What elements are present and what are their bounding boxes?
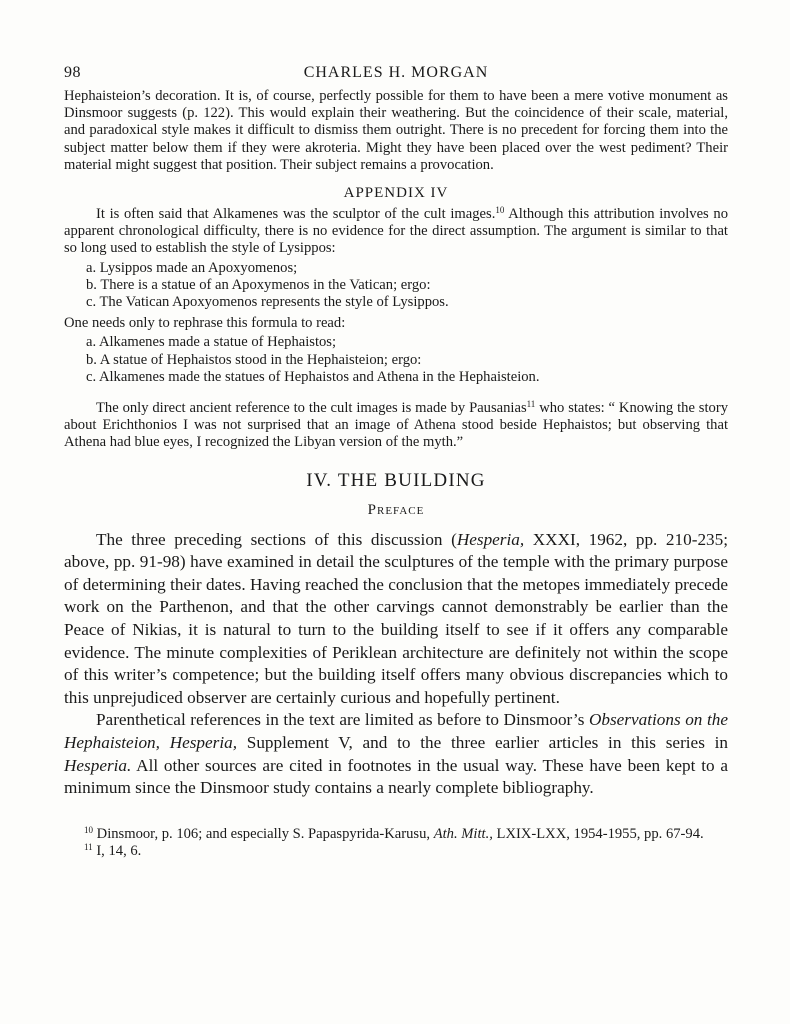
text-run: I, 14, 6.	[92, 843, 142, 860]
page	[64, 64, 728, 861]
appendix-title: APPENDIX IV	[343, 185, 449, 202]
journal-title: Ath. Mitt.,	[433, 825, 493, 842]
work-title: Observations on the Hephaisteion, Hesperia,	[64, 710, 728, 752]
text-run: Dinsmoor, p. 106; and especially S. Papaspyrida-Karusu,	[93, 825, 434, 842]
text-run: Supplement V, and to the three earlier articles in this series in	[237, 733, 728, 752]
footnote-number: 11	[84, 842, 93, 853]
page-number: 98	[64, 64, 81, 81]
preface-title: Preface	[367, 501, 425, 518]
appendix-paragraph-1	[64, 206, 728, 258]
intro-paragraph: Hephaisteion’s decoration. It is, of course, perfectly possible for them to have been a mere votive monument as Dinsmoor suggests (p. 122). This would explain their weathering. But the coincidence of their scale, material, and paradoxical style makes it difficult to dismiss them outright. There is no precedent for forcing them into the subject matter below them if they were akroteria. Might they have been placed over the west pediment? Their material might suggest that position. Their subject remains a provocation.	[64, 88, 728, 173]
footnote-ref-11: 11	[526, 399, 536, 410]
list-item: c. Alkamenes made the statues of Hephaistos and Athena in the Hephaisteion.	[86, 368, 540, 385]
footnote-11	[64, 843, 728, 861]
preface-body	[64, 529, 728, 800]
intro-block	[64, 88, 728, 174]
list-item: a. Alkamenes made a statue of Hephaistos;	[86, 334, 337, 351]
alkamenes-list	[64, 334, 728, 386]
appendix-p1-text: It is often said that Alkamenes was the sculptor of the cult images.	[96, 206, 496, 223]
appendix-paragraph-2	[64, 400, 728, 452]
text-run: All other sources are cited in footnotes in the usual way. These have been kept to a minimum since the Dinsmoor study contains a nearly complete bibliography.	[64, 755, 728, 798]
preface-paragraph-1	[64, 529, 728, 710]
list-item: b. There is a statue of an Apoxymenos in the Vatican; ergo:	[86, 276, 431, 293]
list-item: b. A statue of Hephaistos stood in the Hephaisteion; ergo:	[86, 351, 422, 368]
list-item: c. The Vatican Apoxyomenos represents the style of Lysippos.	[86, 294, 449, 311]
page-header	[64, 64, 728, 88]
footnote-ref-10: 10	[495, 205, 505, 216]
footnote-10	[64, 826, 728, 844]
appendix-p2-text: The only direct ancient reference to the cult images is made by Pausanias	[96, 400, 527, 417]
list-item: a. Lysippos made an Apoxyomenos;	[86, 259, 298, 276]
text-run: The three preceding sections of this discussion (	[96, 529, 457, 549]
preface-paragraph-2	[64, 709, 728, 799]
lysippos-list	[64, 260, 728, 312]
running-title: CHARLES H. MORGAN	[303, 64, 489, 81]
footnote-number: 10	[84, 824, 93, 835]
part-title: IV. THE BUILDING	[306, 469, 486, 491]
text-run: LXIX-LXX, 1954-1955, pp. 67-94.	[492, 825, 704, 842]
appendix-p2-rest: who states: “ Knowing the story about Erichthonios I was not surprised that an image of Athena stood beside Hephaistos; but observing that Athena had blue eyes, I recognized the Libyan version of the myth.”	[64, 400, 728, 451]
appendix-body	[64, 206, 728, 452]
text-run: Parenthetical references in the text are limited as before to Dinsmoor’s	[96, 710, 589, 730]
text-run: XXXI, 1962, pp. 210-235; above, pp. 91-98) have examined in detail the sculptures of the temple with the primary purpose of determining their dates. Having reached the conclusion that the metopes immediately precede work on the Parthenon, and that the other carvings cannot demonstrably be earlier than the Peace of Nikias, it is natural to turn to the building itself to see if it offers any comparable evidence. The minute complexities of Periklean architecture are definitely not within the scope of this writer’s competence; but the building itself offers many obvious discrepancies which to this unprejudiced observer are certainly curious and hopefully pertinent.	[64, 529, 728, 707]
footnotes	[64, 826, 728, 861]
appendix-p1-rest: Although this attribution involves no apparent chronological difficulty, there is no evidence for the direct assumption. The argument is similar to that so long used to establish the style of Lysippos:	[64, 206, 728, 257]
journal-title: Hesperia,	[456, 529, 525, 549]
journal-title: Hesperia.	[64, 755, 132, 775]
rephrase-line: One needs only to rephrase this formula to read:	[64, 315, 346, 332]
